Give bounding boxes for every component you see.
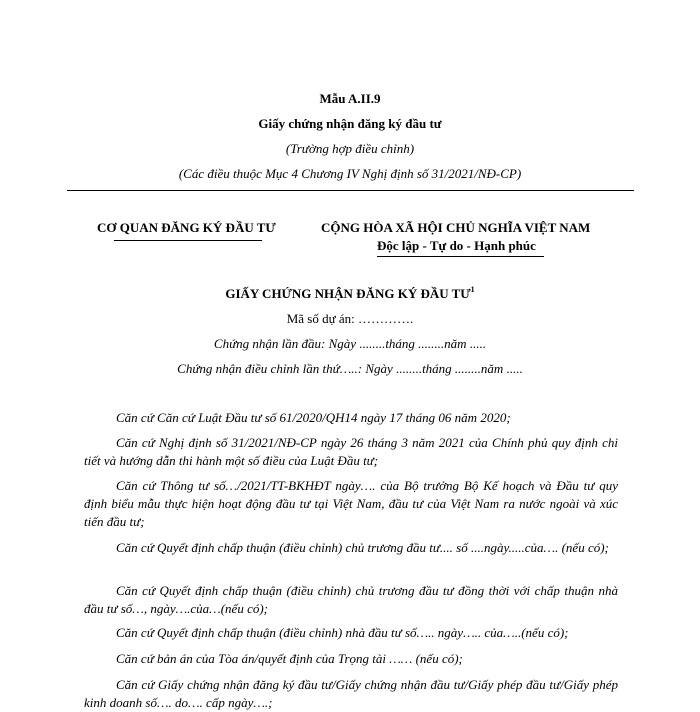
certificate-title: GIẤY CHỨNG NHẬN ĐĂNG KÝ ĐẦU $TƯ^1$: [225, 285, 475, 301]
agency-underline: [114, 240, 262, 241]
form-title: Giấy chứng nhận đăng ký đầu tư: [258, 116, 442, 131]
agency-name: CƠ QUAN ĐĂNG KÝ ĐẦU TƯ: [97, 220, 276, 235]
motto-underline: [377, 256, 544, 257]
case-note: (Trường hợp điều chỉnh): [285, 141, 415, 156]
first-issue-line: Chứng nhận lần đầu: Ngày ........tháng ........năm .....: [213, 336, 487, 351]
amendment-line: Chứng nhận điều chỉnh lần thứ…..: Ngày ........tháng ........năm .....: [177, 361, 523, 376]
legal-basis-clause: Căn cứ Giấy chứng nhận đăng ký đầu tư/Giấy chứng nhận đầu tư/Giấy phép đầu tư/Giấy phép kinh doanh số…. do…. cấp ngày….;: [84, 677, 618, 710]
header-divider: [67, 190, 634, 191]
project-code: Mã số dự án: ………….: [286, 311, 414, 326]
legal-basis-clause: Căn cứ Quyết định chấp thuận (điều chỉnh) nhà đầu tư số….. ngày….. của…..(nếu có);: [116, 625, 569, 640]
legal-basis-clause: Căn cứ Quyết định chấp thuận (điều chỉnh) chủ trương đầu tư đồng thời với chấp thuận nhà đầu tư số…, ngày….của…(nếu có);: [84, 583, 618, 616]
legal-basis-clause: Căn cứ Thông tư số…/2021/TT-BKHĐT ngày…. của Bộ trưởng Bộ Kế hoạch và Đầu tư quy định biểu mẫu thực hiện hoạt động đầu tư tại Việt Nam, đầu tư của Việt Nam ra nước ngoài và xúc tiến đầu tư;: [84, 478, 618, 529]
scope-note: (Các điều thuộc Mục 4 Chương IV Nghị định số 31/2021/NĐ-CP): [178, 166, 522, 181]
legal-basis-clause: Căn cứ Nghị định số 31/2021/NĐ-CP ngày 26 tháng 3 năm 2021 của Chính phủ quy định chi tiết và hướng dẫn thi hành một số điều của Luật Đầu tư;: [84, 435, 618, 468]
nation-name: CỘNG HÒA XÃ HỘI CHỦ NGHĨA VIỆT NAM: [321, 220, 591, 235]
legal-basis-clause: Căn cứ bản án của Tòa án/quyết định của Trọng tài …… (nếu có);: [116, 651, 463, 666]
footnote-mark: 1: [470, 285, 475, 294]
national-motto: Độc lập - Tự do - Hạnh phúc: [377, 238, 536, 253]
legal-basis-clause: Căn cứ Quyết định chấp thuận (điều chỉnh) chủ trương đầu tư.... số ....ngày.....của…. (nếu có);: [116, 540, 609, 555]
form-code: Mẫu A.II.9: [319, 91, 381, 106]
legal-basis-clause: Căn cứ Căn cứ Luật Đầu tư số 61/2020/QH14 ngày 17 tháng 06 năm 2020;: [116, 410, 511, 425]
